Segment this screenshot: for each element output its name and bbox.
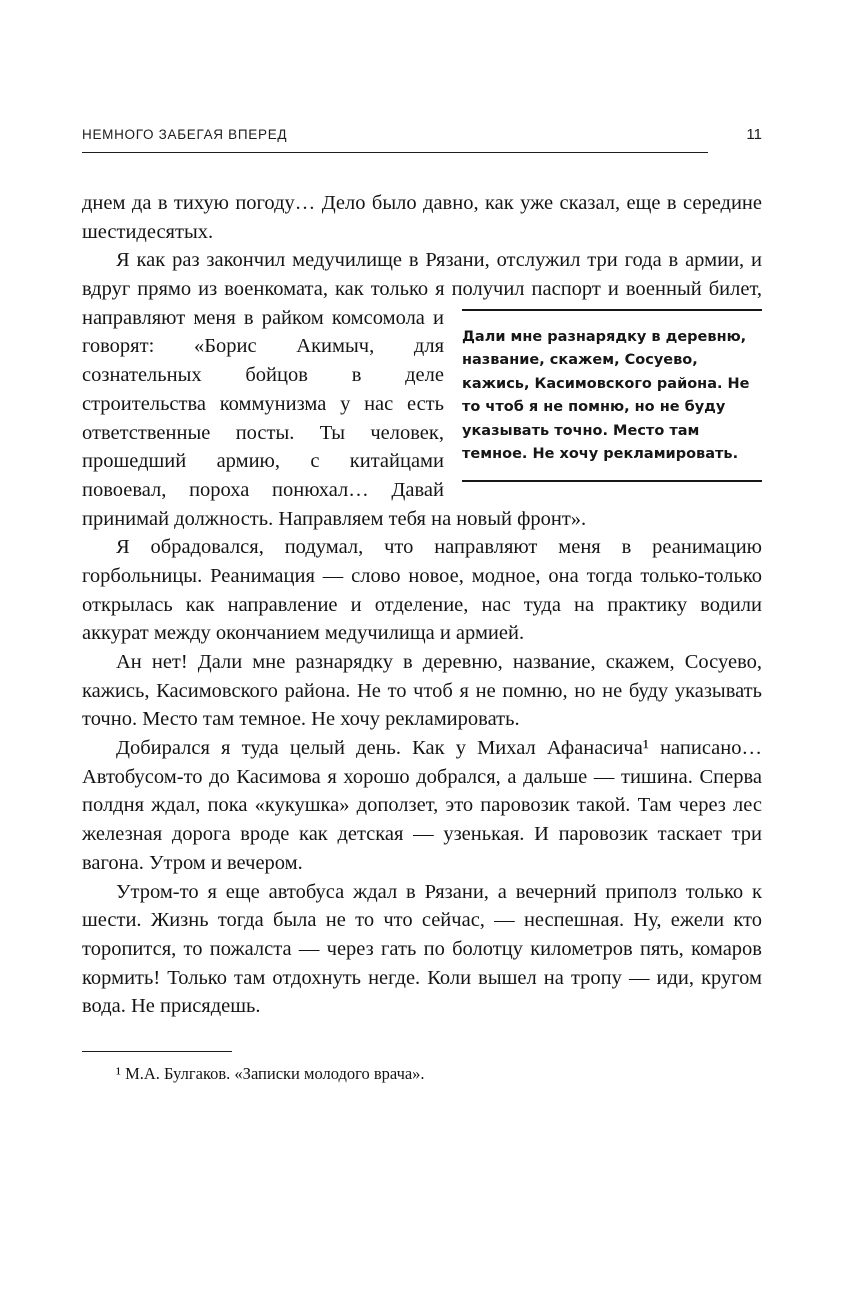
pull-quote [462, 309, 762, 482]
paragraph-text: Я как раз закончил медучилище в Рязани, отслужил три года в армии, и вдруг прямо из военкомата, как только я получил паспорт и военный билет, направляют меня в рай [82, 249, 762, 329]
page-header [82, 126, 762, 153]
paragraph-text: Добирался я туда целый день. Как у Михал Афанасича¹ написано… Автобусом-то до Касимова я хорошо добрался, а дальше — тишина. Сперва полдня ждал, пока «кукушка» доползет, это паровозик такой. Там через лес железная дорога вроде как детская — узенькая. И паровозик таскает три вагона. Утром и вечером. [82, 737, 762, 874]
page-number: 11 [746, 126, 762, 143]
paragraph-text: Я обрадовался, подумал, что направляют меня в реанимацию горбольницы. Реанимация — слово новое, модное, она тогда только-только открылась как направление и отделение, нас туда на практику водили аккурат между окончанием медучилища и армией. [82, 536, 762, 645]
text-block [82, 189, 762, 1021]
running-head: НЕМНОГО ЗАБЕГАЯ ВПЕРЕД [82, 127, 288, 142]
pull-quote-text: Дали мне разнарядку в деревню, название, скажем, Сосуево, кажись, Касимовского района. Не то чтоб я не помню, но не буду указывать точно. Место там темное. Не хочу рекламировать. [462, 328, 750, 463]
footnote-rule [82, 1051, 232, 1052]
paragraph-text: Утром-то я еще автобуса ждал в Рязани, а вечерний приполз только к шести. Жизнь тогда была не то что сейчас, — неспешная. Ну, ежели кто торопится, то пожалста — через гать по болотцу километров пять, комаров кормить! Только там отдохнуть негде. Коли вышел на тропу — иди, кругом вода. Не присядешь. [82, 880, 762, 1018]
paragraph [82, 734, 762, 877]
paragraph [82, 648, 762, 734]
paragraph [82, 246, 762, 533]
paragraph [82, 878, 762, 1021]
footnote-text: М.А. Булгаков. «Записки молодого врача». [125, 1063, 425, 1083]
footnote-block [82, 1051, 762, 1085]
paragraph-text: Ан нет! Дали мне разнарядку в деревню, название, скажем, Сосуево, кажись, Касимовского района. Не то чтоб я не помню, но не буду указывать точно. Место там темное. Не хочу рекламировать. [82, 651, 762, 731]
paragraph [82, 189, 762, 246]
paragraph-text: днем да в тихую погоду… Дело было давно, как уже сказал, еще в середине шестидесятых. [82, 192, 762, 243]
header-rule [82, 126, 708, 153]
footnote-marker: ¹ [116, 1063, 121, 1083]
footnote [82, 1063, 762, 1085]
paragraph-text: ком комсомола и говорят: «Борис Акимыч, для сознательных бойцов в деле строительства коммунизма у нас есть ответственные посты. Ты человек, прошедший армию, с китайцами повоевал, пороха понюхал… Давай принимай должность. Направляем тебя на новый фронт». [82, 306, 587, 530]
paragraph [82, 533, 762, 648]
